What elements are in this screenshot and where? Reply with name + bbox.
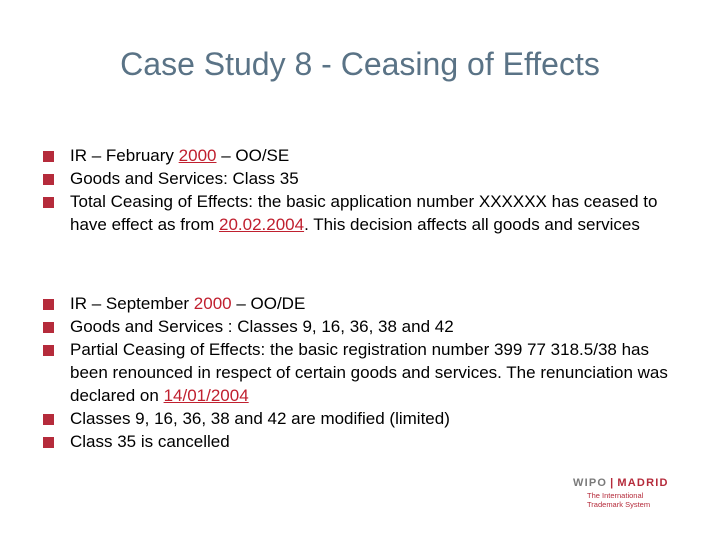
item-text: Classes 9, 16, 36, 38 and 42 are modified (limited) — [70, 409, 450, 428]
item-text: Goods and Services: Class 35 — [70, 169, 299, 188]
item-text: Class 35 is cancelled — [70, 432, 230, 451]
bullet-icon — [43, 174, 54, 185]
list-item — [42, 167, 682, 190]
logo-madrid: MADRID — [617, 477, 669, 489]
item-text: – OO/SE — [216, 146, 290, 165]
logo-subtitle — [587, 491, 693, 509]
item-text: IR – September — [70, 294, 194, 313]
logo-sub-line: The International — [587, 491, 644, 500]
item-text: – OO/DE — [231, 294, 306, 313]
list-item — [42, 430, 682, 453]
wipo-madrid-logo — [573, 477, 693, 509]
list-item — [42, 407, 682, 430]
list-item — [42, 315, 682, 338]
bullet-icon — [43, 437, 54, 448]
bullet-icon — [43, 322, 54, 333]
bullet-icon — [43, 299, 54, 310]
case-group-2 — [42, 292, 682, 453]
item-text: Goods and Services : Classes 9, 16, 36, 38 and 42 — [70, 317, 454, 336]
case-group-1 — [42, 144, 682, 236]
list-item — [42, 338, 682, 407]
bullet-icon — [43, 345, 54, 356]
list-item — [42, 190, 682, 236]
bullet-icon — [43, 151, 54, 162]
item-text: Partial Ceasing of Effects: the basic registration number 399 77 318.5/38 has been renounced in respect of certain goods and services. The renunciation was declared on — [70, 340, 668, 405]
year-text: 2000 — [193, 294, 232, 313]
date-link[interactable]: 20.02.2004 — [218, 215, 305, 234]
list-item — [42, 292, 682, 315]
slide-title: Case Study 8 - Ceasing of Effects — [120, 46, 600, 82]
item-text: Total Ceasing of Effects: the basic application number XXXXXX has ceased to have effect as from — [70, 192, 658, 234]
year-link[interactable]: 2000 — [178, 146, 217, 165]
logo-sub-line: Trademark System — [587, 500, 651, 509]
logo-separator: | — [610, 477, 615, 489]
bullet-icon — [43, 414, 54, 425]
bullet-icon — [43, 197, 54, 208]
logo-wordmark — [573, 477, 693, 489]
item-text: . This decision affects all goods and services — [304, 215, 640, 234]
item-text: IR – February — [70, 146, 179, 165]
date-link[interactable]: 14/01/2004 — [163, 386, 249, 405]
logo-wipo: WIPO — [573, 477, 608, 489]
list-item — [42, 144, 682, 167]
